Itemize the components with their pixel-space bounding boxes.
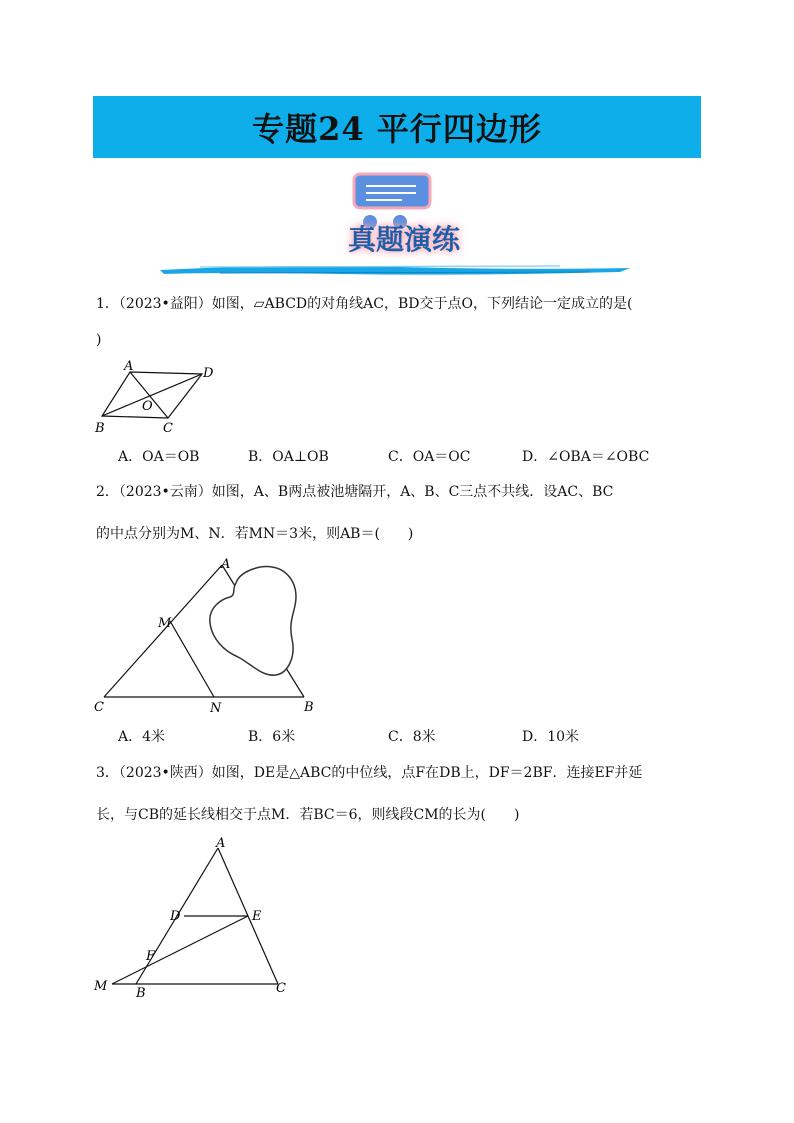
q3-label-f: F (146, 949, 156, 964)
q3-label-m: M (94, 979, 108, 994)
q2-label-c: C (94, 700, 104, 715)
question-1-figure (90, 358, 230, 436)
q1-option-b: B．OA⊥OB (248, 449, 329, 465)
q3-label-d: D (170, 909, 181, 924)
title-banner (93, 96, 701, 158)
q1-label-d: D (203, 366, 214, 381)
page-title: 专题24 平行四边形 (252, 110, 542, 148)
question-2-line-2: 的中点分别为M、N．若MN＝3米，则AB＝( ) (96, 526, 414, 542)
question-2-figure (90, 555, 330, 717)
question-3-line-2: 长，与CB的延长线相交于点M．若BC＝6，则线段CM的长为( ) (96, 807, 520, 823)
q1-label-c: C (163, 421, 173, 436)
q1-option-c: C．OA＝OC (388, 449, 471, 465)
question-1-options (118, 446, 718, 466)
question-2-line-1: 2．（2023•云南）如图，A、B两点被池塘隔开，A、B、C三点不共线．设AC、BC (96, 484, 614, 500)
q3-label-e: E (252, 909, 262, 924)
q2-label-m: M (158, 616, 172, 631)
section-label: 真题演练 (348, 223, 461, 256)
q3-label-b: B (136, 986, 146, 1000)
question-3-figure (90, 834, 300, 1000)
q3-label-c: C (276, 981, 286, 996)
question-2-options (118, 726, 718, 746)
q2-label-b: B (304, 700, 314, 715)
q1-option-a: A．OA＝OB (118, 449, 200, 465)
brush-stroke-divider (160, 262, 630, 278)
q1-label-a: A (124, 359, 134, 374)
q1-label-o: O (142, 399, 153, 414)
q2-option-d: D．10米 (522, 729, 580, 745)
q3-label-a: A (216, 836, 226, 851)
q1-option-d: D．∠OBA＝∠OBC (522, 449, 650, 465)
question-3-line-1: 3．（2023•陕西）如图，DE是△ABC的中位线，点F在DB上，DF＝2BF．连接EF并延 (96, 765, 643, 781)
q2-option-a: A．4米 (118, 729, 166, 745)
q2-option-c: C．8米 (388, 729, 436, 745)
q2-option-b: B．6米 (248, 729, 296, 745)
q2-label-a: A (221, 557, 231, 572)
q1-label-b: B (95, 421, 105, 436)
question-1-line-1: 1．（2023•益阳）如图，▱ABCD的对角线AC，BD交于点O，下列结论一定成立的是( (96, 296, 633, 312)
q2-label-n: N (210, 701, 222, 716)
question-1-line-2: ) (96, 332, 102, 348)
